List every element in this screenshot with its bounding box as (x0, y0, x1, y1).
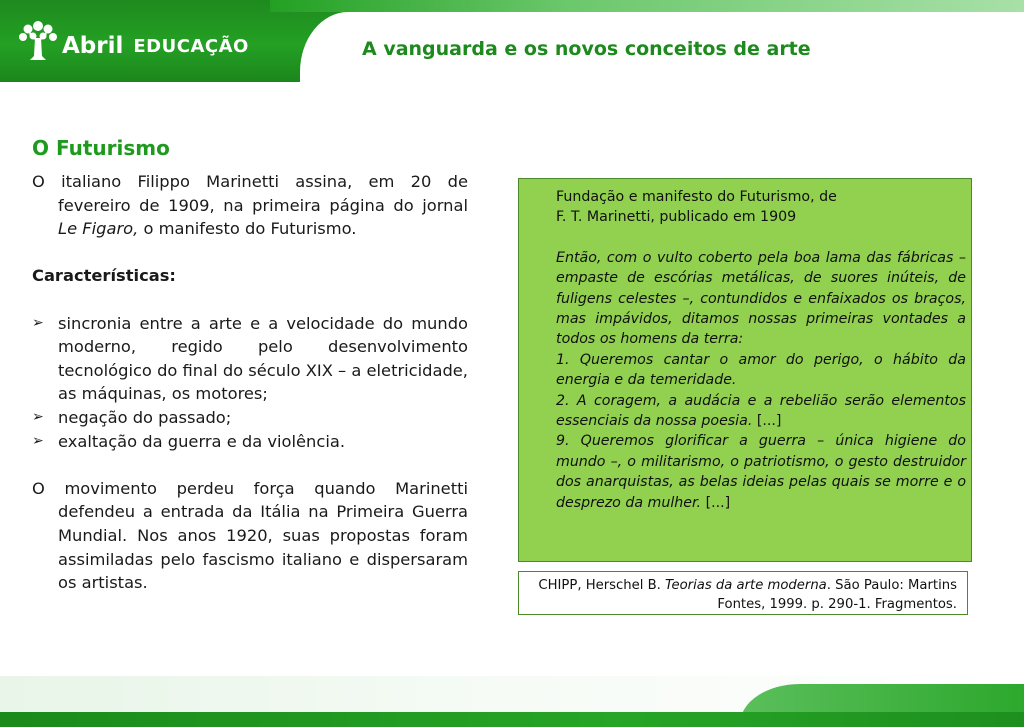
list-item (32, 406, 468, 430)
list-item-text: negação do passado; (58, 407, 232, 427)
manifesto-item-9-ellipsis: [...] (701, 494, 731, 511)
main-text-column (32, 170, 468, 595)
manifesto-item-2 (556, 391, 966, 432)
manifesto-item-2-text: 2. A coragem, a audácia e a rebelião serão elementos essenciais da nossa poesia. (556, 392, 966, 430)
arrow-bullet-icon: ➢ (32, 314, 44, 331)
citation-book-title: Teorias da arte moderna (665, 578, 827, 593)
characteristics-list (32, 312, 468, 454)
manifesto-quote-box (518, 178, 972, 562)
manifesto-quote-content (556, 187, 966, 513)
manifesto-item-1: 1. Queremos cantar o amor do perigo, o hábito da energia e da temeridade. (556, 351, 966, 389)
tree-logo-icon (16, 16, 60, 64)
intro-paragraph (32, 170, 468, 241)
section-title: O Futurismo (32, 136, 170, 160)
source-citation (518, 571, 968, 615)
header-bar (0, 0, 1024, 82)
list-item (32, 430, 468, 454)
list-item-text: sincronia entre a arte e a velocidade do mundo moderno, regido pelo desenvolvimento tecnológico do final do século XIX – a eletricidade, as máquinas, os motores; (58, 313, 468, 404)
header-fade (270, 0, 1024, 12)
logo-division-text: EDUCAÇÃO (133, 36, 249, 57)
manifesto-item-2-ellipsis: [...] (752, 413, 782, 430)
closing-paragraph: O movimento perdeu força quando Marinetti defendeu a entrada da Itália na Primeira Guerra Mundial. Nos anos 1920, suas propostas foram assimiladas pelo fascismo italiano e dispersaram os artistas. (32, 478, 468, 593)
arrow-bullet-icon: ➢ (32, 408, 44, 425)
list-item (32, 312, 468, 406)
footer-band (0, 712, 1024, 727)
citation-author: CHIPP, Herschel B. (538, 578, 666, 593)
characteristics-label: Características: (32, 266, 176, 286)
manifesto-heading-line1: Fundação e manifesto do Futurismo, de (556, 189, 837, 205)
manifesto-intro: Então, com o vulto coberto pela boa lama das fábricas – empaste de escórias metálicas, de suores inúteis, de fuligens celestes –, contundidos e enfaixados os braços, mas impávidos, ditamos nossas primeiras vontades a todos os homens da terra: (556, 249, 966, 348)
manifesto-heading-line2: F. T. Marinetti, publicado em 1909 (556, 209, 797, 226)
list-item-text: exaltação da guerra e da violência. (58, 431, 345, 451)
footer-bar (0, 676, 1024, 727)
intro-text-pre: O italiano Filippo Marinetti assina, em 20 de fevereiro de 1909, na primeira página do jornal (32, 172, 468, 215)
slide-title: A vanguarda e os novos conceitos de arte (362, 38, 811, 60)
manifesto-item-9-text: 9. Queremos glorificar a guerra – única higiene do mundo –, o militarismo, o patriotismo, o gesto destruidor dos anarquistas, as belas ideias pelas quais se morre e o desprezo da mulher. (556, 433, 966, 511)
intro-text-newspaper: Le Figaro, (58, 219, 139, 239)
arrow-bullet-icon: ➢ (32, 432, 44, 449)
logo-brand-text: Abril (62, 33, 124, 59)
abril-educacao-logo (16, 16, 249, 64)
manifesto-item-9 (556, 431, 966, 513)
citation-publisher: . São Paulo: Martins Fontes, 1999. p. 290-1. Fragmentos. (717, 578, 957, 612)
intro-text-post: o manifesto do Futurismo. (138, 219, 357, 239)
